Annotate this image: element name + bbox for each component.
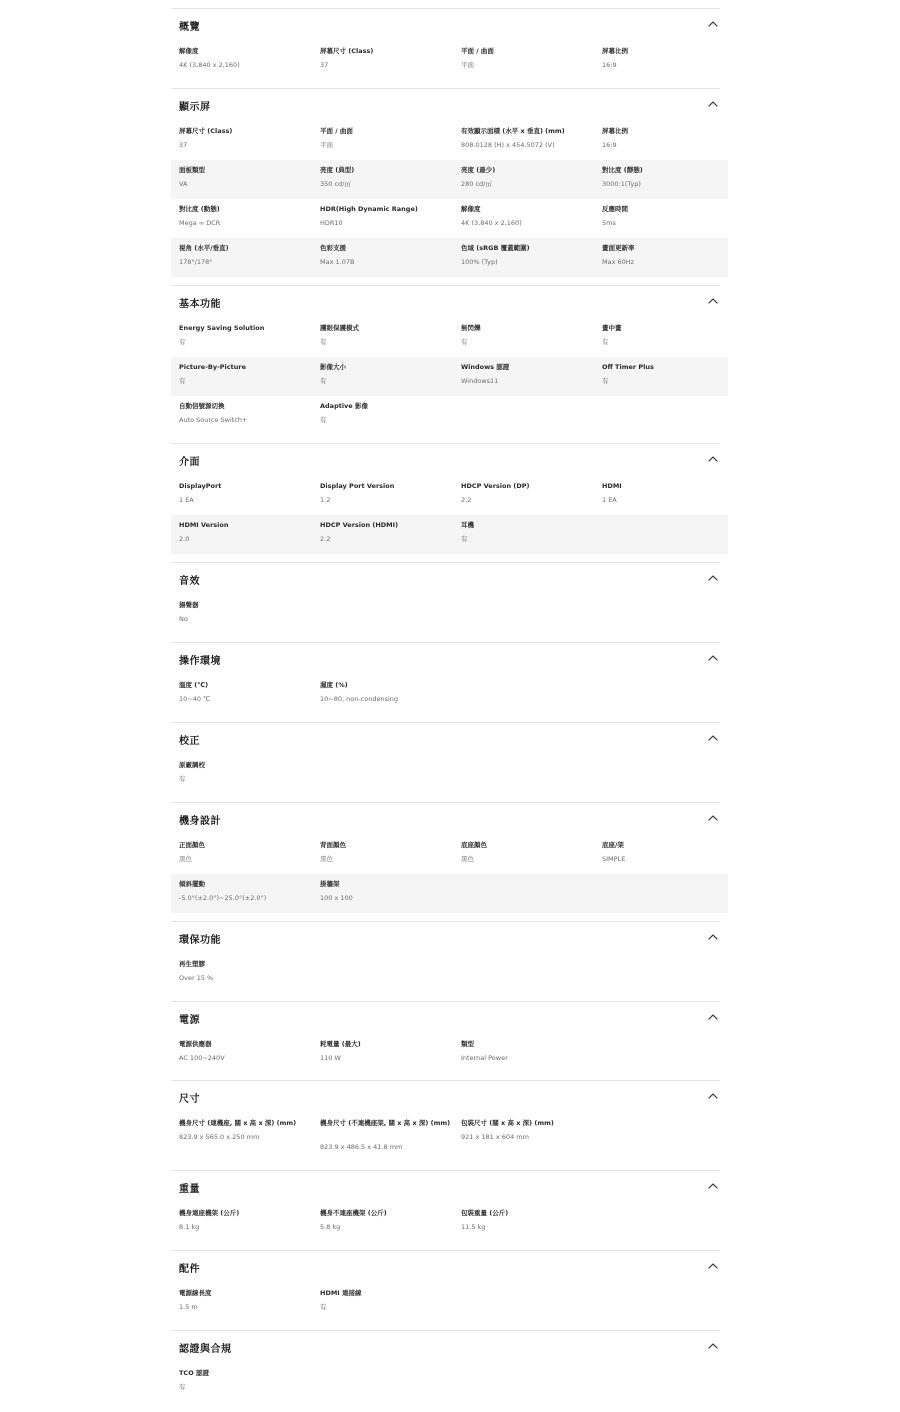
section-title[interactable]: 音效 [179,576,200,587]
spec-section [171,1001,728,1083]
spec-label: HDMI 連接線 [320,1289,362,1297]
chevron-up-icon[interactable] [706,294,720,308]
section-divider [171,285,720,286]
spec-value: 有 [179,338,186,346]
spec-section [171,1080,728,1162]
spec-label: 再生塑膠 [179,960,205,968]
spec-label: 解像度 [461,205,481,213]
spec-label: 色彩支援 [320,244,346,252]
spec-value: HDR10 [320,219,343,227]
spec-value: 有 [320,416,327,424]
spec-row [171,1203,728,1242]
chevron-up-icon[interactable] [706,1010,720,1024]
section-title[interactable]: 顯示屏 [179,102,211,113]
spec-value: 有 [602,377,609,385]
spec-value: 4K (3,840 x 2,160) [179,61,240,69]
spec-label: 溫度 (℃) [179,681,209,689]
spec-value: 37 [179,141,188,149]
spec-label: 護眼保護模式 [320,324,359,332]
spec-label: 亮度 (典型) [320,166,355,174]
spec-label: 平面 / 曲面 [320,127,353,135]
spec-label: 機身連座機架 (公斤) [179,1209,240,1217]
spec-label: 對比度 (動態) [179,205,220,213]
spec-row [171,199,728,238]
spec-row [171,1113,728,1161]
chevron-up-icon[interactable] [706,1089,720,1103]
section-title[interactable]: 概覽 [179,22,200,33]
spec-label: Picture-By-Picture [179,363,246,371]
spec-label: HDCP Version (DP) [461,482,530,490]
spec-label: 背面顏色 [320,841,346,849]
spec-label: 電源供應器 [179,1040,212,1048]
spec-label: 亮度 (最少) [461,166,496,174]
spec-row [171,41,728,80]
section-divider [171,642,720,643]
spec-value: Auto Source Switch+ [179,416,248,424]
spec-label: 色域 (sRGB 覆蓋範圍) [461,244,530,252]
spec-row [171,396,728,435]
spec-label: 影像大小 [320,363,346,371]
spec-value: 16:9 [602,61,617,69]
spec-label: 原廠調校 [179,761,205,769]
spec-value: 有 [461,338,468,346]
spec-label: Display Port Version [320,482,395,490]
spec-label: 包裝尺寸 (闊 x 高 x 深) (mm) [461,1119,554,1127]
section-title[interactable]: 電源 [179,1015,200,1026]
spec-section [171,88,728,287]
spec-value: 有 [179,775,186,783]
spec-value: 平面 [461,61,474,69]
spec-label: 屏幕尺寸 (Class) [320,47,374,55]
spec-label: 有效顯示面積 (水平 x 垂直) (mm) [461,127,565,135]
spec-value: 808.0128 (H) x 454.5072 (V) [461,141,555,149]
spec-value: 黑色 [320,855,333,863]
section-divider [171,88,720,89]
spec-section [171,8,728,90]
spec-value: No [179,615,188,623]
spec-value: 1.5 m [179,1303,198,1311]
spec-value: 2.2 [320,535,331,543]
spec-value: 1 EA [179,496,194,504]
spec-value: 921 x 181 x 604 mm [461,1133,529,1141]
spec-value: 4K (3,840 x 2,160) [461,219,522,227]
chevron-up-icon[interactable] [706,811,720,825]
spec-value: 有 [320,338,327,346]
spec-row [171,121,728,160]
chevron-up-icon[interactable] [706,17,720,31]
spec-label: 正面顏色 [179,841,205,849]
spec-value: 350 cd/㎡ [320,180,351,188]
spec-label: 解像度 [179,47,199,55]
spec-value: Max 60Hz [602,258,635,266]
spec-label: 機身尺寸 (連機座, 闊 x 高 x 深) (mm) [179,1119,297,1127]
spec-section [171,562,728,644]
spec-row [171,1034,728,1073]
section-title[interactable]: 重量 [179,1184,200,1195]
spec-label: Energy Saving Solution [179,324,265,332]
spec-value: Max 1.07B [320,258,355,266]
spec-value: 8.1 kg [179,1223,200,1231]
section-divider [171,1001,720,1002]
spec-label: 畫面更新率 [602,244,635,252]
spec-value: 823.9 x 565.0 x 250 mm [179,1133,260,1141]
spec-label: 耗電量 (最大) [320,1040,361,1048]
spec-row [171,1363,728,1402]
spec-label: 底座顏色 [461,841,487,849]
spec-value: 10~40 ℃ [179,695,211,703]
spec-value: 100% (Typ) [461,258,498,266]
spec-label: TCO 認證 [179,1369,209,1377]
spec-value: Internal Power [461,1054,508,1062]
spec-row [171,954,728,993]
spec-value: 823.9 x 486.5 x 41.8 mm [320,1143,403,1151]
spec-label: 屏幕尺寸 (Class) [179,127,233,135]
spec-label: 無閃爍 [461,324,481,332]
spec-value: Over 15 % [179,974,214,982]
spec-section [171,285,728,445]
spec-value: 有 [461,535,468,543]
spec-value: 178°/178° [179,258,213,266]
spec-section [171,921,728,1003]
section-divider [171,921,720,922]
spec-row [171,476,728,515]
spec-row [171,357,728,396]
spec-value: 黑色 [461,855,474,863]
spec-value: 2.0 [179,535,190,543]
spec-value: 平面 [320,141,333,149]
spec-label: 屏幕比例 [602,47,628,55]
spec-label: Off Timer Plus [602,363,654,371]
spec-label: 對比度 (靜態) [602,166,643,174]
spec-section [171,722,728,804]
spec-value: AC 100~240V [179,1054,225,1062]
spec-value: 黑色 [179,855,192,863]
spec-label: 底座/架 [602,841,624,849]
spec-value: Windows11 [461,377,499,385]
spec-value: 1.2 [320,496,331,504]
chevron-up-icon[interactable] [706,1339,720,1353]
spec-label: 屏幕比例 [602,127,628,135]
chevron-up-icon[interactable] [706,731,720,745]
spec-label: 耳機 [461,521,474,529]
section-divider [171,562,720,563]
spec-label: 傾斜擺動 [179,880,205,888]
spec-section [171,802,728,923]
spec-row [171,318,728,357]
spec-label: 畫中畫 [602,324,622,332]
section-divider [171,1250,720,1251]
spec-value: 5.8 kg [320,1223,341,1231]
spec-row [171,675,728,714]
spec-value: 有 [320,377,327,385]
spec-section [171,443,728,564]
spec-label: 濕度 (%) [320,681,348,689]
spec-section [171,1170,728,1252]
chevron-up-icon[interactable] [706,1179,720,1193]
chevron-up-icon[interactable] [706,452,720,466]
spec-label: Adaptive 影像 [320,402,368,410]
spec-value: 5ms [602,219,616,227]
spec-label: Windows 認證 [461,363,510,371]
section-divider [171,1080,720,1081]
spec-label: 視角 (水平/垂直) [179,244,229,252]
spec-row [171,238,728,277]
spec-value: Mega ∞ DCR [179,219,221,227]
spec-value: 10~80, non-condensing [320,695,399,703]
spec-value: 有 [602,338,609,346]
spec-label: 揚聲器 [179,601,199,609]
chevron-up-icon[interactable] [706,651,720,665]
spec-label: 平面 / 曲面 [461,47,494,55]
spec-value: 16:9 [602,141,617,149]
spec-value: 37 [320,61,329,69]
section-divider [171,722,720,723]
spec-row [171,160,728,199]
section-divider [171,1330,720,1331]
section-title[interactable]: 機身設計 [179,816,221,827]
spec-value: 280 cd/㎡ [461,180,492,188]
spec-value: 3000:1(Typ) [602,180,641,188]
spec-label: DisplayPort [179,482,222,490]
spec-label: 機身尺寸 (不連機座架, 闊 x 高 x 深) (mm) [320,1119,451,1127]
spec-value: 1 EA [602,496,617,504]
spec-value: -5.0°(±2.0°)~25.0°(±2.0°) [179,894,267,902]
chevron-up-icon[interactable] [706,97,720,111]
spec-label: 機身不連座機架 (公斤) [320,1209,387,1217]
spec-value: SIMPLE [602,855,626,863]
spec-section [171,642,728,724]
spec-value: 有 [179,377,186,385]
spec-row [171,595,728,634]
spec-label: HDMI Version [179,521,229,529]
spec-label: HDR(High Dynamic Range) [320,205,418,213]
spec-label: HDCP Version (HDMI) [320,521,399,529]
spec-value: 11.5 kg [461,1223,486,1231]
spec-row [171,1283,728,1322]
section-divider [171,802,720,803]
spec-row [171,835,728,874]
section-title[interactable]: 介面 [179,457,200,468]
section-title[interactable]: 校正 [179,736,200,747]
spec-value: VA [179,180,188,188]
section-title[interactable]: 認證與合規 [179,1344,232,1355]
spec-value: 100 x 100 [320,894,353,902]
chevron-up-icon[interactable] [706,571,720,585]
spec-label: 類型 [461,1040,474,1048]
spec-label: 掛牆架 [320,880,340,888]
spec-label: 電源線長度 [179,1289,212,1297]
section-divider [171,1170,720,1171]
spec-label: 反應時間 [602,205,628,213]
spec-label: 包裝重量 (公斤) [461,1209,509,1217]
spec-label: HDMI [602,482,622,490]
spec-row [171,515,728,554]
spec-section [171,1330,728,1412]
spec-value: 有 [320,1303,327,1311]
spec-value: 2.2 [461,496,472,504]
section-title[interactable]: 尺寸 [179,1094,200,1105]
section-title[interactable]: 基本功能 [179,299,221,310]
section-title[interactable]: 環保功能 [179,935,221,946]
spec-value: 有 [179,1383,186,1391]
section-title[interactable]: 配件 [179,1264,200,1275]
chevron-up-icon[interactable] [706,1259,720,1273]
spec-label: 面板類型 [179,166,205,174]
section-divider [171,8,720,9]
section-divider [171,443,720,444]
chevron-up-icon[interactable] [706,930,720,944]
spec-value: 110 W [320,1054,341,1062]
spec-section [171,1250,728,1332]
section-title[interactable]: 操作環境 [179,656,221,667]
spec-label: 自動信號源切換 [179,402,225,410]
spec-row [171,755,728,794]
spec-row [171,874,728,913]
